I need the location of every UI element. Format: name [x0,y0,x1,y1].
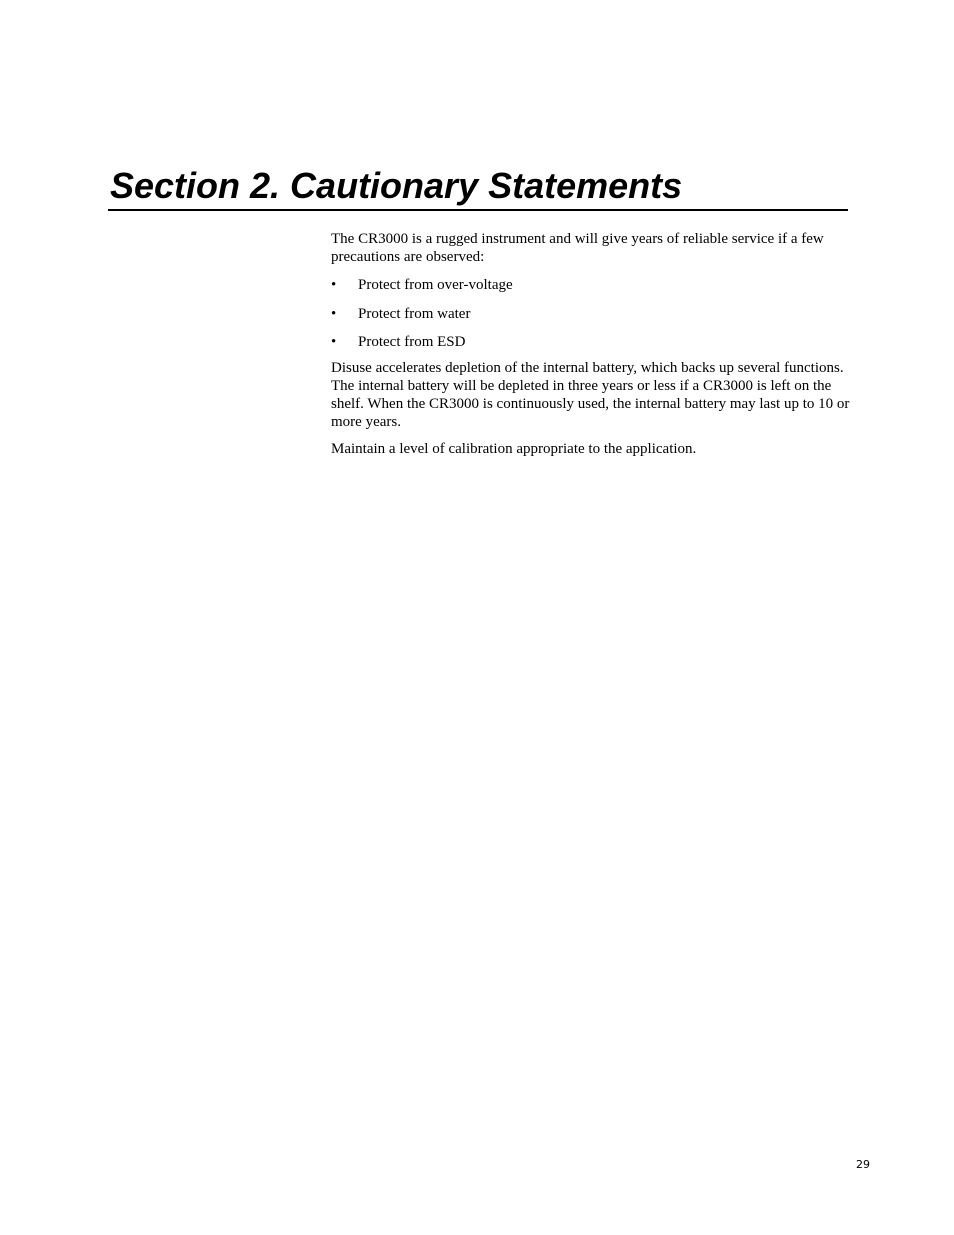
list-item [331,276,851,294]
page-number: 29 [856,1158,870,1171]
section-body [331,230,851,458]
list-item [331,333,851,351]
bullet-marker: • [331,334,337,350]
section-title: Section 2. Cautionary Statements [110,165,683,206]
bullet-marker: • [331,277,337,293]
title-rule [108,209,848,211]
intro-paragraph: The CR3000 is a rugged instrument and will give years of reliable service if a few precautions are observed: [331,231,824,265]
list-item-text: Protect from over-voltage [358,277,513,293]
calibration-paragraph: Maintain a level of calibration appropriate to the application. [331,441,697,457]
list-item [331,305,851,323]
list-item-text: Protect from ESD [358,334,466,350]
precautions-list [331,276,851,351]
list-item-text: Protect from water [358,305,471,322]
battery-paragraph: Disuse accelerates depletion of the internal battery, which backs up several functions. The internal battery will be depleted in three years or less if a CR3000 is left on the shelf. When the CR3000 is continuously used, the internal battery may last up to 10 or more years. [331,360,850,430]
bullet-marker: • [331,305,337,322]
